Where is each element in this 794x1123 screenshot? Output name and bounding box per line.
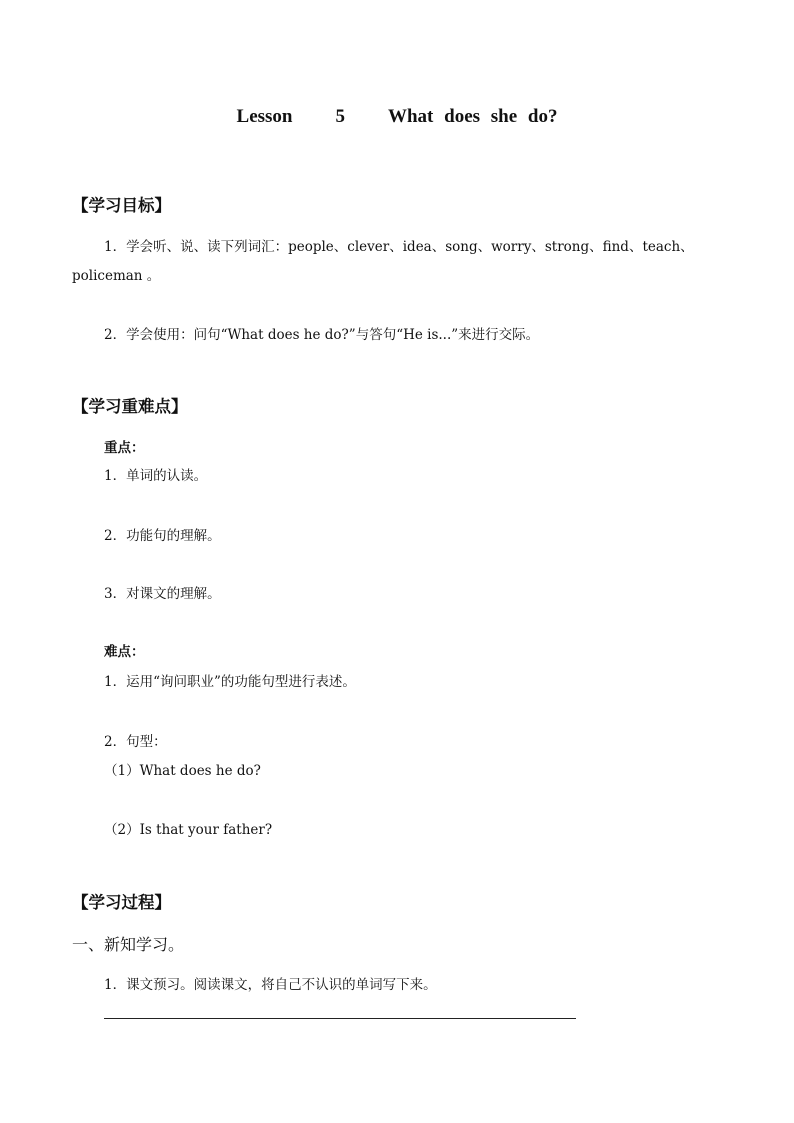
objective-item-1-line-2: policeman 。 xyxy=(72,268,161,284)
difficulty-item-2: 2．句型： xyxy=(104,734,167,750)
sentence-pattern-2: （2）Is that your father? xyxy=(104,822,273,838)
page-title: Lesson 5 What does she do? xyxy=(236,106,558,127)
focus-item-1: 1．单词的认读。 xyxy=(104,468,208,484)
difficulty-item-1: 1．运用“询问职业”的功能句型进行表述。 xyxy=(104,674,356,690)
part-1-heading: 一、新知学习。 xyxy=(72,935,185,954)
objective-item-1-line-1: 1．学会听、说、读下列词汇：people、clever、idea、song、worry、strong、find、teach、 xyxy=(104,239,694,255)
section-heading-objectives: 【学习目标】 xyxy=(72,196,171,215)
difficulty-label: 难点： xyxy=(104,644,145,660)
section-heading-process: 【学习过程】 xyxy=(72,893,171,912)
focus-item-3: 3．对课文的理解。 xyxy=(104,586,221,602)
focus-label: 重点： xyxy=(104,440,145,456)
section-heading-key-points: 【学习重难点】 xyxy=(72,397,188,416)
sentence-pattern-1: （1）What does he do? xyxy=(104,763,261,779)
focus-item-2: 2．功能句的理解。 xyxy=(104,528,221,544)
step-1-instruction: 1．课文预习。阅读课文，将自己不认识的单词写下来。 xyxy=(104,977,437,993)
objective-item-2: 2．学会使用：问句“What does he do?”与答句“He is...”来进行交际。 xyxy=(104,327,540,343)
answer-line xyxy=(104,1018,576,1019)
